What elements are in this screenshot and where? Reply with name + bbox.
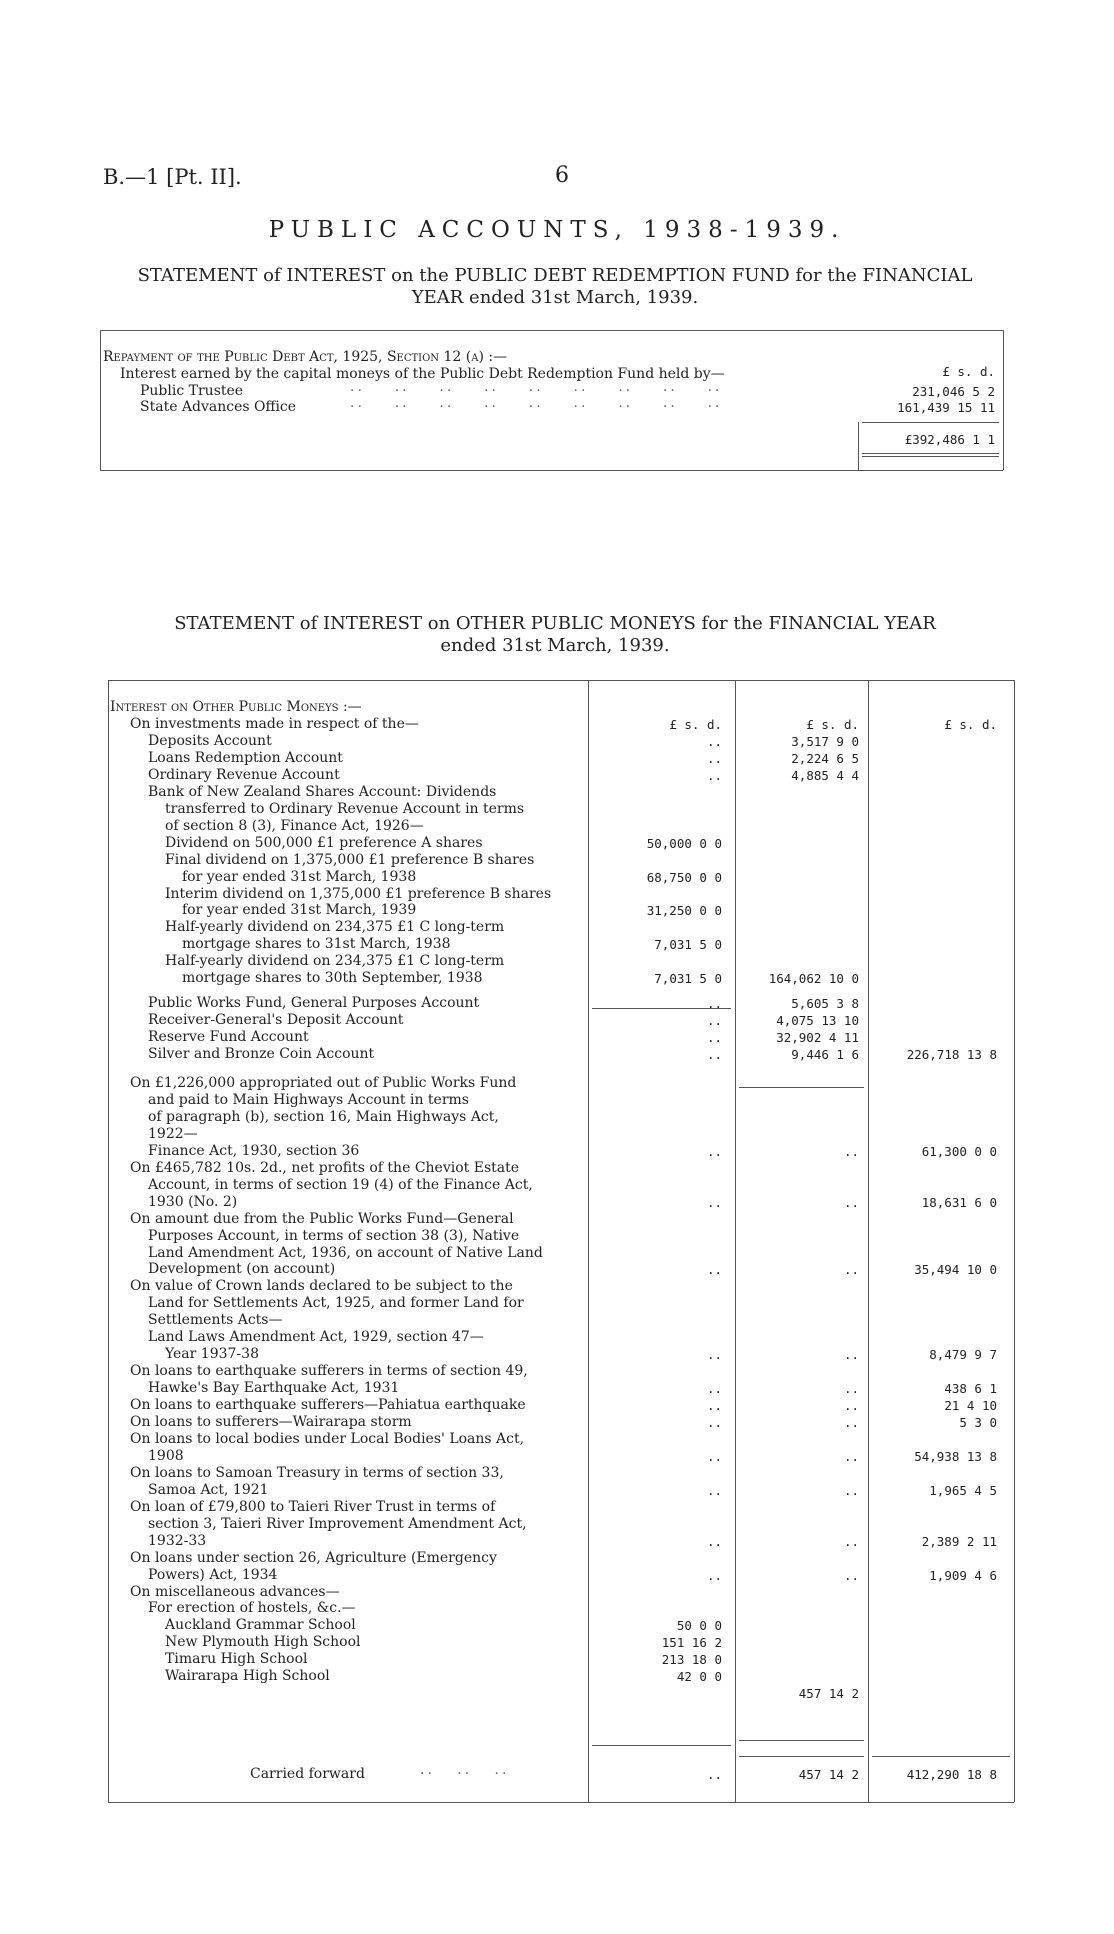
line-col1-amount: .. [706, 767, 722, 783]
document-reference: B.—1 [Pt. II]. [103, 165, 242, 189]
line-label: Interim dividend on 1,375,000 £1 preference B shares [165, 885, 552, 902]
leader-dots: ·· ·· ·· ·· ·· ·· ·· ·· ·· [350, 383, 723, 399]
line-col1-amount: .. [706, 1262, 722, 1278]
line-label: Half-yearly dividend on 234,375 £1 C long-term [165, 919, 505, 936]
line-label: On loans to local bodies under Local Bodies' Loans Act, [130, 1430, 525, 1447]
line-col2-amount: .. [843, 1482, 859, 1498]
line-col2-amount: .. [843, 1415, 859, 1430]
line-col1-amount: .. [706, 1381, 722, 1397]
carried-forward-label: Carried forward [250, 1766, 365, 1782]
line-col2-amount: 32,902 4 11 [776, 1030, 859, 1046]
line-col2-amount: 4,075 13 10 [776, 1013, 859, 1029]
line-label: On value of Crown lands declared to be subject to the [130, 1278, 513, 1295]
line-label: Final dividend on 1,375,000 £1 preference B shares [165, 851, 535, 868]
line-col2-amount: 9,446 1 6 [791, 1047, 859, 1063]
line-label: of paragraph (b), section 16, Main Highways Act, [148, 1108, 499, 1125]
leader-dots: ·· ·· ·· [420, 1766, 510, 1782]
line-label: Reserve Fund Account [148, 1029, 309, 1046]
statement1-heading [95, 265, 1015, 309]
line-label: On loan of £79,800 to Taieri River Trust in terms of [130, 1498, 496, 1515]
line-label: of section 8 (3), Finance Act, 1926— [165, 817, 424, 834]
line-label: Public Works Fund, General Purposes Account [148, 995, 480, 1012]
statement1-heading-line2: YEAR ended 31st March, 1939. [411, 287, 699, 308]
line-label: 1932-33 [148, 1532, 207, 1549]
line-label: Development (on account) [148, 1261, 336, 1278]
line-col2-amount: 164,062 10 0 [768, 971, 859, 987]
line-col2-amount: .. [843, 1533, 859, 1549]
line-label: Ordinary Revenue Account [148, 766, 340, 783]
line-label: On loans to earthquake sufferers—Pahiatua earthquake [130, 1397, 526, 1414]
line-col1-amount: .. [706, 750, 722, 766]
line-col2-amount: 2,224 6 5 [791, 750, 859, 766]
line-label: Samoa Act, 1921 [148, 1481, 269, 1498]
line-label: Settlements Acts— [148, 1312, 283, 1329]
line-label: Hawke's Bay Earthquake Act, 1931 [148, 1380, 400, 1397]
line-col1-amount: 50 0 0 [676, 1618, 722, 1634]
line-label: For erection of hostels, &c.— [148, 1600, 356, 1617]
line-col3-amount: 61,300 0 0 [921, 1143, 997, 1159]
col3-header: £ s. d. [944, 717, 997, 732]
line-col3-amount: 438 6 1 [944, 1381, 997, 1397]
line-col1-amount: .. [706, 1482, 722, 1498]
col1-header: £ s. d. [669, 717, 722, 732]
line-label: mortgage shares to 31st March, 1938 [182, 936, 451, 953]
line-col1-amount: .. [706, 1567, 722, 1583]
line-col1-amount: .. [706, 1398, 722, 1414]
line-label: Dividend on 500,000 £1 preference A shares [165, 834, 483, 851]
line-col1-amount: .. [706, 1347, 722, 1363]
line-col1-amount: .. [706, 1194, 722, 1210]
line-col2-amount: 4,885 4 4 [791, 767, 859, 783]
line-label: Deposits Account [148, 732, 272, 749]
line-col1-amount: .. [706, 1448, 722, 1464]
statement2-heading-line2: ended 31st March, 1939. [440, 635, 670, 656]
line-col3-amount: 226,718 13 8 [906, 1047, 997, 1063]
line-col1-amount: 31,250 0 0 [646, 903, 722, 919]
statement1-row-label: Public Trustee [140, 383, 244, 399]
line-label: On loans to sufferers—Wairarapa storm [130, 1414, 412, 1430]
line-label: On amount due from the Public Works Fund—General [130, 1210, 514, 1227]
line-label: 1922— [148, 1125, 198, 1142]
line-label: On investments made in respect of the— [130, 716, 419, 732]
statement1-interest-line: Interest earned by the capital moneys of the Public Debt Redemption Fund held by— [120, 366, 725, 382]
line-col2-amount: .. [843, 1567, 859, 1583]
line-label: Land for Settlements Act, 1925, and former Land for [148, 1295, 524, 1312]
line-label: 1930 (No. 2) [148, 1193, 238, 1210]
statement1-row-amount: 231,046 5 2 [912, 384, 995, 399]
line-label: section 3, Taieri River Improvement Amendment Act, [148, 1515, 527, 1532]
line-label: Finance Act, 1930, section 36 [148, 1142, 360, 1159]
line-label: Account, in terms of section 19 (4) of the Finance Act, [148, 1176, 533, 1193]
leader-dots: ·· ·· ·· ·· ·· ·· ·· ·· ·· [350, 399, 723, 415]
line-label: On £1,226,000 appropriated out of Public Works Fund [130, 1075, 517, 1091]
line-label: transferred to Ordinary Revenue Account in terms [165, 800, 525, 817]
line-col2-amount: 457 14 2 [798, 1686, 859, 1702]
carried-forward-c1: .. [706, 1767, 722, 1782]
line-label: Year 1937-38 [165, 1346, 259, 1363]
line-label: On £465,782 10s. 2d., net profits of the Cheviot Estate [130, 1159, 520, 1176]
line-label: Powers) Act, 1934 [148, 1566, 278, 1583]
line-col2-amount: .. [843, 1143, 859, 1159]
line-label: On miscellaneous advances— [130, 1583, 340, 1600]
statement1-col-header: £ s. d. [942, 364, 995, 379]
line-label: Timaru High School [165, 1651, 308, 1668]
statement2-section-heading: Interest on Other Public Moneys :— [110, 699, 362, 715]
line-col3-amount: 21 4 10 [944, 1398, 997, 1414]
line-col3-amount: 8,479 9 7 [929, 1347, 997, 1363]
statement1-total: £392,486 1 1 [904, 432, 995, 447]
line-col1-amount: .. [706, 1030, 722, 1046]
line-col2-amount: .. [843, 1194, 859, 1210]
line-col2-amount: .. [843, 1262, 859, 1278]
line-label: 1908 [148, 1447, 184, 1464]
line-label: On loans under section 26, Agriculture (Emergency [130, 1549, 497, 1566]
line-col3-amount: 5 3 0 [959, 1415, 997, 1430]
page-title: PUBLIC ACCOUNTS, 1938-1939. [268, 217, 846, 243]
line-col3-amount: 18,631 6 0 [921, 1194, 997, 1210]
line-col1-amount: 213 18 0 [661, 1652, 722, 1668]
line-col2-amount: .. [843, 1448, 859, 1464]
line-col3-amount: 1,965 4 5 [929, 1482, 997, 1498]
line-label: for year ended 31st March, 1938 [182, 868, 417, 885]
line-col3-amount: 54,938 13 8 [914, 1448, 997, 1464]
line-col1-amount: .. [706, 1143, 722, 1159]
line-label: Receiver-General's Deposit Account [148, 1012, 404, 1029]
line-col1-amount: 151 16 2 [661, 1635, 722, 1651]
statement1-heading-line1: STATEMENT of INTEREST on the PUBLIC DEBT REDEMPTION FUND for the FINANCIAL [137, 265, 973, 286]
line-col2-amount: 5,605 3 8 [791, 996, 859, 1012]
line-col1-amount: .. [706, 733, 722, 749]
line-label: Silver and Bronze Coin Account [148, 1046, 375, 1063]
statement2-heading [95, 613, 1015, 657]
line-label: Land Amendment Act, 1936, on account of Native Land [148, 1244, 543, 1261]
carried-forward-c3: 412,290 18 8 [906, 1767, 997, 1782]
statement2-heading-line1: STATEMENT of INTEREST on OTHER PUBLIC MONEYS for the FINANCIAL YEAR [174, 613, 936, 634]
line-col1-amount: 7,031 5 0 [654, 971, 722, 987]
line-label: for year ended 31st March, 1939 [182, 902, 417, 919]
line-col2-amount: .. [843, 1347, 859, 1363]
statement1-row-amount: 161,439 15 11 [897, 400, 995, 415]
line-label: mortgage shares to 30th September, 1938 [182, 970, 483, 987]
line-col1-amount: .. [706, 996, 722, 1012]
line-label: On loans to Samoan Treasury in terms of section 33, [130, 1464, 504, 1481]
line-col1-amount: .. [706, 1047, 722, 1063]
line-col1-amount: 50,000 0 0 [646, 835, 722, 851]
page-number: 6 [555, 163, 569, 188]
line-label: and paid to Main Highways Account in terms [148, 1091, 469, 1108]
line-col2-amount: .. [843, 1398, 859, 1414]
line-label: Land Laws Amendment Act, 1929, section 47— [148, 1329, 484, 1346]
line-label: On loans to earthquake sufferers in terms of section 49, [130, 1363, 528, 1380]
col2-header: £ s. d. [806, 717, 859, 732]
statement1-act-line: Repayment of the Public Debt Act, 1925, Section 12 (a) :— [103, 349, 508, 365]
carried-forward-c2: 457 14 2 [798, 1767, 859, 1782]
line-col1-amount: 7,031 5 0 [654, 937, 722, 953]
line-label: Half-yearly dividend on 234,375 £1 C long-term [165, 953, 505, 970]
line-label: Bank of New Zealand Shares Account: Dividends [148, 783, 497, 800]
line-label: Loans Redemption Account [148, 749, 343, 766]
line-col1-amount: .. [706, 1533, 722, 1549]
line-label: New Plymouth High School [165, 1634, 361, 1651]
line-col2-amount: .. [843, 1381, 859, 1397]
line-col1-amount: .. [706, 1013, 722, 1029]
line-col3-amount: 35,494 10 0 [914, 1262, 997, 1278]
line-col1-amount: 68,750 0 0 [646, 869, 722, 885]
line-col1-amount: .. [706, 1415, 722, 1430]
line-col3-amount: 2,389 2 11 [921, 1533, 997, 1549]
line-col3-amount: 1,909 4 6 [929, 1567, 997, 1583]
line-label: Wairarapa High School [165, 1668, 330, 1685]
statement1-row-label: State Advances Office [140, 399, 297, 415]
line-label: Auckland Grammar School [165, 1617, 356, 1634]
line-col2-amount: 3,517 9 0 [791, 733, 859, 749]
line-label: Purposes Account, in terms of section 38 (3), Native [148, 1227, 520, 1244]
line-col1-amount: 42 0 0 [676, 1669, 722, 1685]
